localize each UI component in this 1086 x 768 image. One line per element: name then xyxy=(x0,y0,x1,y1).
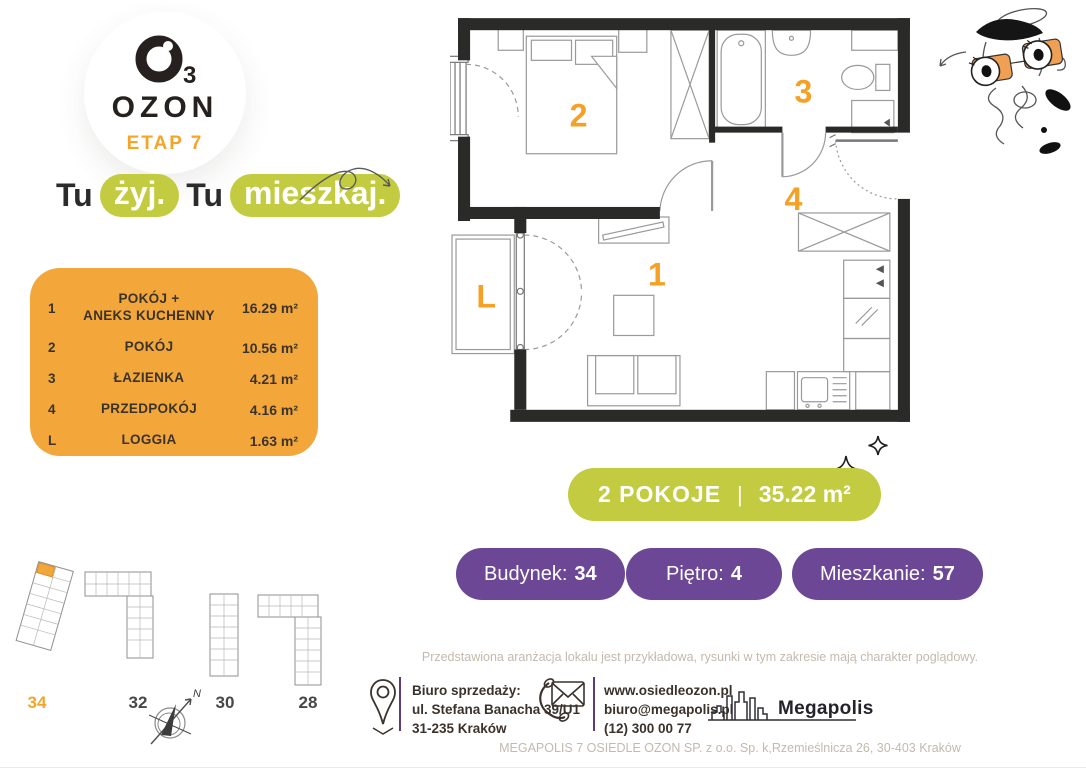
apartment-badge xyxy=(792,548,983,600)
website-url: www.osiedleozon.pl xyxy=(604,683,733,698)
site-plan-buildings xyxy=(15,550,375,750)
binoculars-character-illustration xyxy=(926,2,1086,172)
toilet xyxy=(842,64,890,90)
skyline-icon xyxy=(712,692,767,720)
room-label-4: 4 xyxy=(784,180,803,217)
bathroom-door xyxy=(782,133,825,177)
legend-row-1 xyxy=(48,284,298,332)
tagline-pill-2: mieszkaj. xyxy=(230,174,400,217)
room-label-loggia: L xyxy=(476,278,496,315)
contact-phone: (12) 300 00 77 xyxy=(604,721,692,737)
bathtub xyxy=(717,30,765,128)
office-street: ul. Stefana Banacha 39/U1 xyxy=(412,702,581,718)
apartment-label: Mieszkanie: xyxy=(820,562,926,585)
building-30-label: 30 xyxy=(215,693,235,712)
legend-num: 2 xyxy=(48,340,56,355)
legend-label: PRZEDPOKÓJ xyxy=(100,401,198,417)
legend-row-loggia xyxy=(48,425,298,456)
footer-divider xyxy=(399,677,401,731)
legend-label xyxy=(74,291,224,325)
room-label-1: 1 xyxy=(647,256,666,293)
kitchen-cabinets xyxy=(766,260,890,410)
logo-sub3: 3 xyxy=(183,62,197,89)
building-34-label: 34 xyxy=(27,693,47,712)
tagline-word-1: Tu xyxy=(56,177,93,213)
legend-value: 4.16 m² xyxy=(249,401,298,418)
compass-rose xyxy=(149,688,201,744)
building-number: 34 xyxy=(574,562,597,585)
legend-row-3 xyxy=(48,363,298,394)
tagline-word-2: Tu xyxy=(186,177,224,213)
bedroom-window xyxy=(450,56,518,140)
bathroom-shelf xyxy=(852,30,898,50)
legend-label: ŁAZIENKA xyxy=(113,370,185,386)
legend-num: 1 xyxy=(48,300,56,316)
tagline-pill-1: żyj. xyxy=(100,174,180,217)
office-title: Biuro sprzedaży: xyxy=(412,683,521,698)
floor-label: Piętro: xyxy=(666,562,724,585)
building-34-plan xyxy=(16,562,73,651)
rooms-count: 2 POKOJE xyxy=(598,481,722,507)
tv-cabinet xyxy=(599,217,669,243)
company-legal-line: MEGAPOLIS 7 OSIEDLE OZON SP. z o.o. Sp. k,Rzemieślnicza 26, 30-403 Kraków xyxy=(499,741,961,755)
total-area: 35.22 m² xyxy=(758,481,851,507)
room-label-3: 3 xyxy=(794,73,813,110)
wardrobe-hallway xyxy=(798,213,889,251)
legend-value: 16.29 m² xyxy=(241,300,298,316)
floor-number: 4 xyxy=(730,562,742,585)
badge-divider: | xyxy=(737,481,743,507)
apartment-number: 57 xyxy=(932,562,955,585)
legend-row-2 xyxy=(48,332,298,363)
building-label: Budynek: xyxy=(484,562,568,585)
building-32-plan xyxy=(85,572,153,658)
building-badge xyxy=(456,548,625,600)
o3-logo-icon xyxy=(132,31,198,89)
bed xyxy=(498,28,647,154)
legend-label-line1: POKÓJ + xyxy=(118,291,180,307)
entry-door xyxy=(830,135,898,199)
megapolis-logo xyxy=(706,682,906,728)
logo-name: OZON xyxy=(111,91,219,124)
legend-label: LOGGIA xyxy=(121,432,177,448)
legend-num: 4 xyxy=(48,402,56,417)
footer-divider xyxy=(593,677,595,731)
legend-row-4 xyxy=(48,394,298,425)
phone-mail-icon xyxy=(536,674,590,728)
building-28-plan xyxy=(258,595,321,685)
room-legend xyxy=(30,268,318,456)
legend-value: 4.21 m² xyxy=(249,370,298,387)
building-30-plan xyxy=(210,594,238,676)
swirl-decoration xyxy=(296,156,396,222)
contact-email: biuro@megapolis.pl xyxy=(604,702,734,718)
sink xyxy=(772,30,810,55)
legend-label-line2: ANEKS KUCHENNY xyxy=(83,308,215,323)
sofa xyxy=(588,356,680,406)
bedroom-door xyxy=(660,161,712,211)
floor-badge xyxy=(626,548,782,600)
legend-num: L xyxy=(48,433,57,448)
wardrobe-bedroom xyxy=(671,30,709,138)
office-city: 31-235 Kraków xyxy=(412,721,507,737)
legend-value: 10.56 m² xyxy=(241,339,298,356)
coffee-table xyxy=(614,295,654,335)
ozon-logo xyxy=(84,12,246,174)
room-label-2: 2 xyxy=(569,97,588,134)
legend-num: 3 xyxy=(48,371,56,386)
floor-plan xyxy=(450,10,922,428)
brand-name: Megapolis xyxy=(778,698,874,719)
loggia-door xyxy=(516,232,581,351)
logo-etap: ETAP 7 xyxy=(126,133,204,154)
compass-north-label: N xyxy=(193,688,201,700)
disclaimer-text: Przedstawiona aranżacja lokalu jest przykładowa, rysunki w tym zakresie mają charakter poglądowy. xyxy=(421,650,979,664)
map-pin-icon xyxy=(368,676,398,736)
legend-label: POKÓJ xyxy=(124,339,174,355)
area-summary-badge xyxy=(568,468,881,521)
building-28-label: 28 xyxy=(298,693,318,712)
legend-value: 1.63 m² xyxy=(249,432,298,449)
building-32-label: 32 xyxy=(128,693,148,712)
